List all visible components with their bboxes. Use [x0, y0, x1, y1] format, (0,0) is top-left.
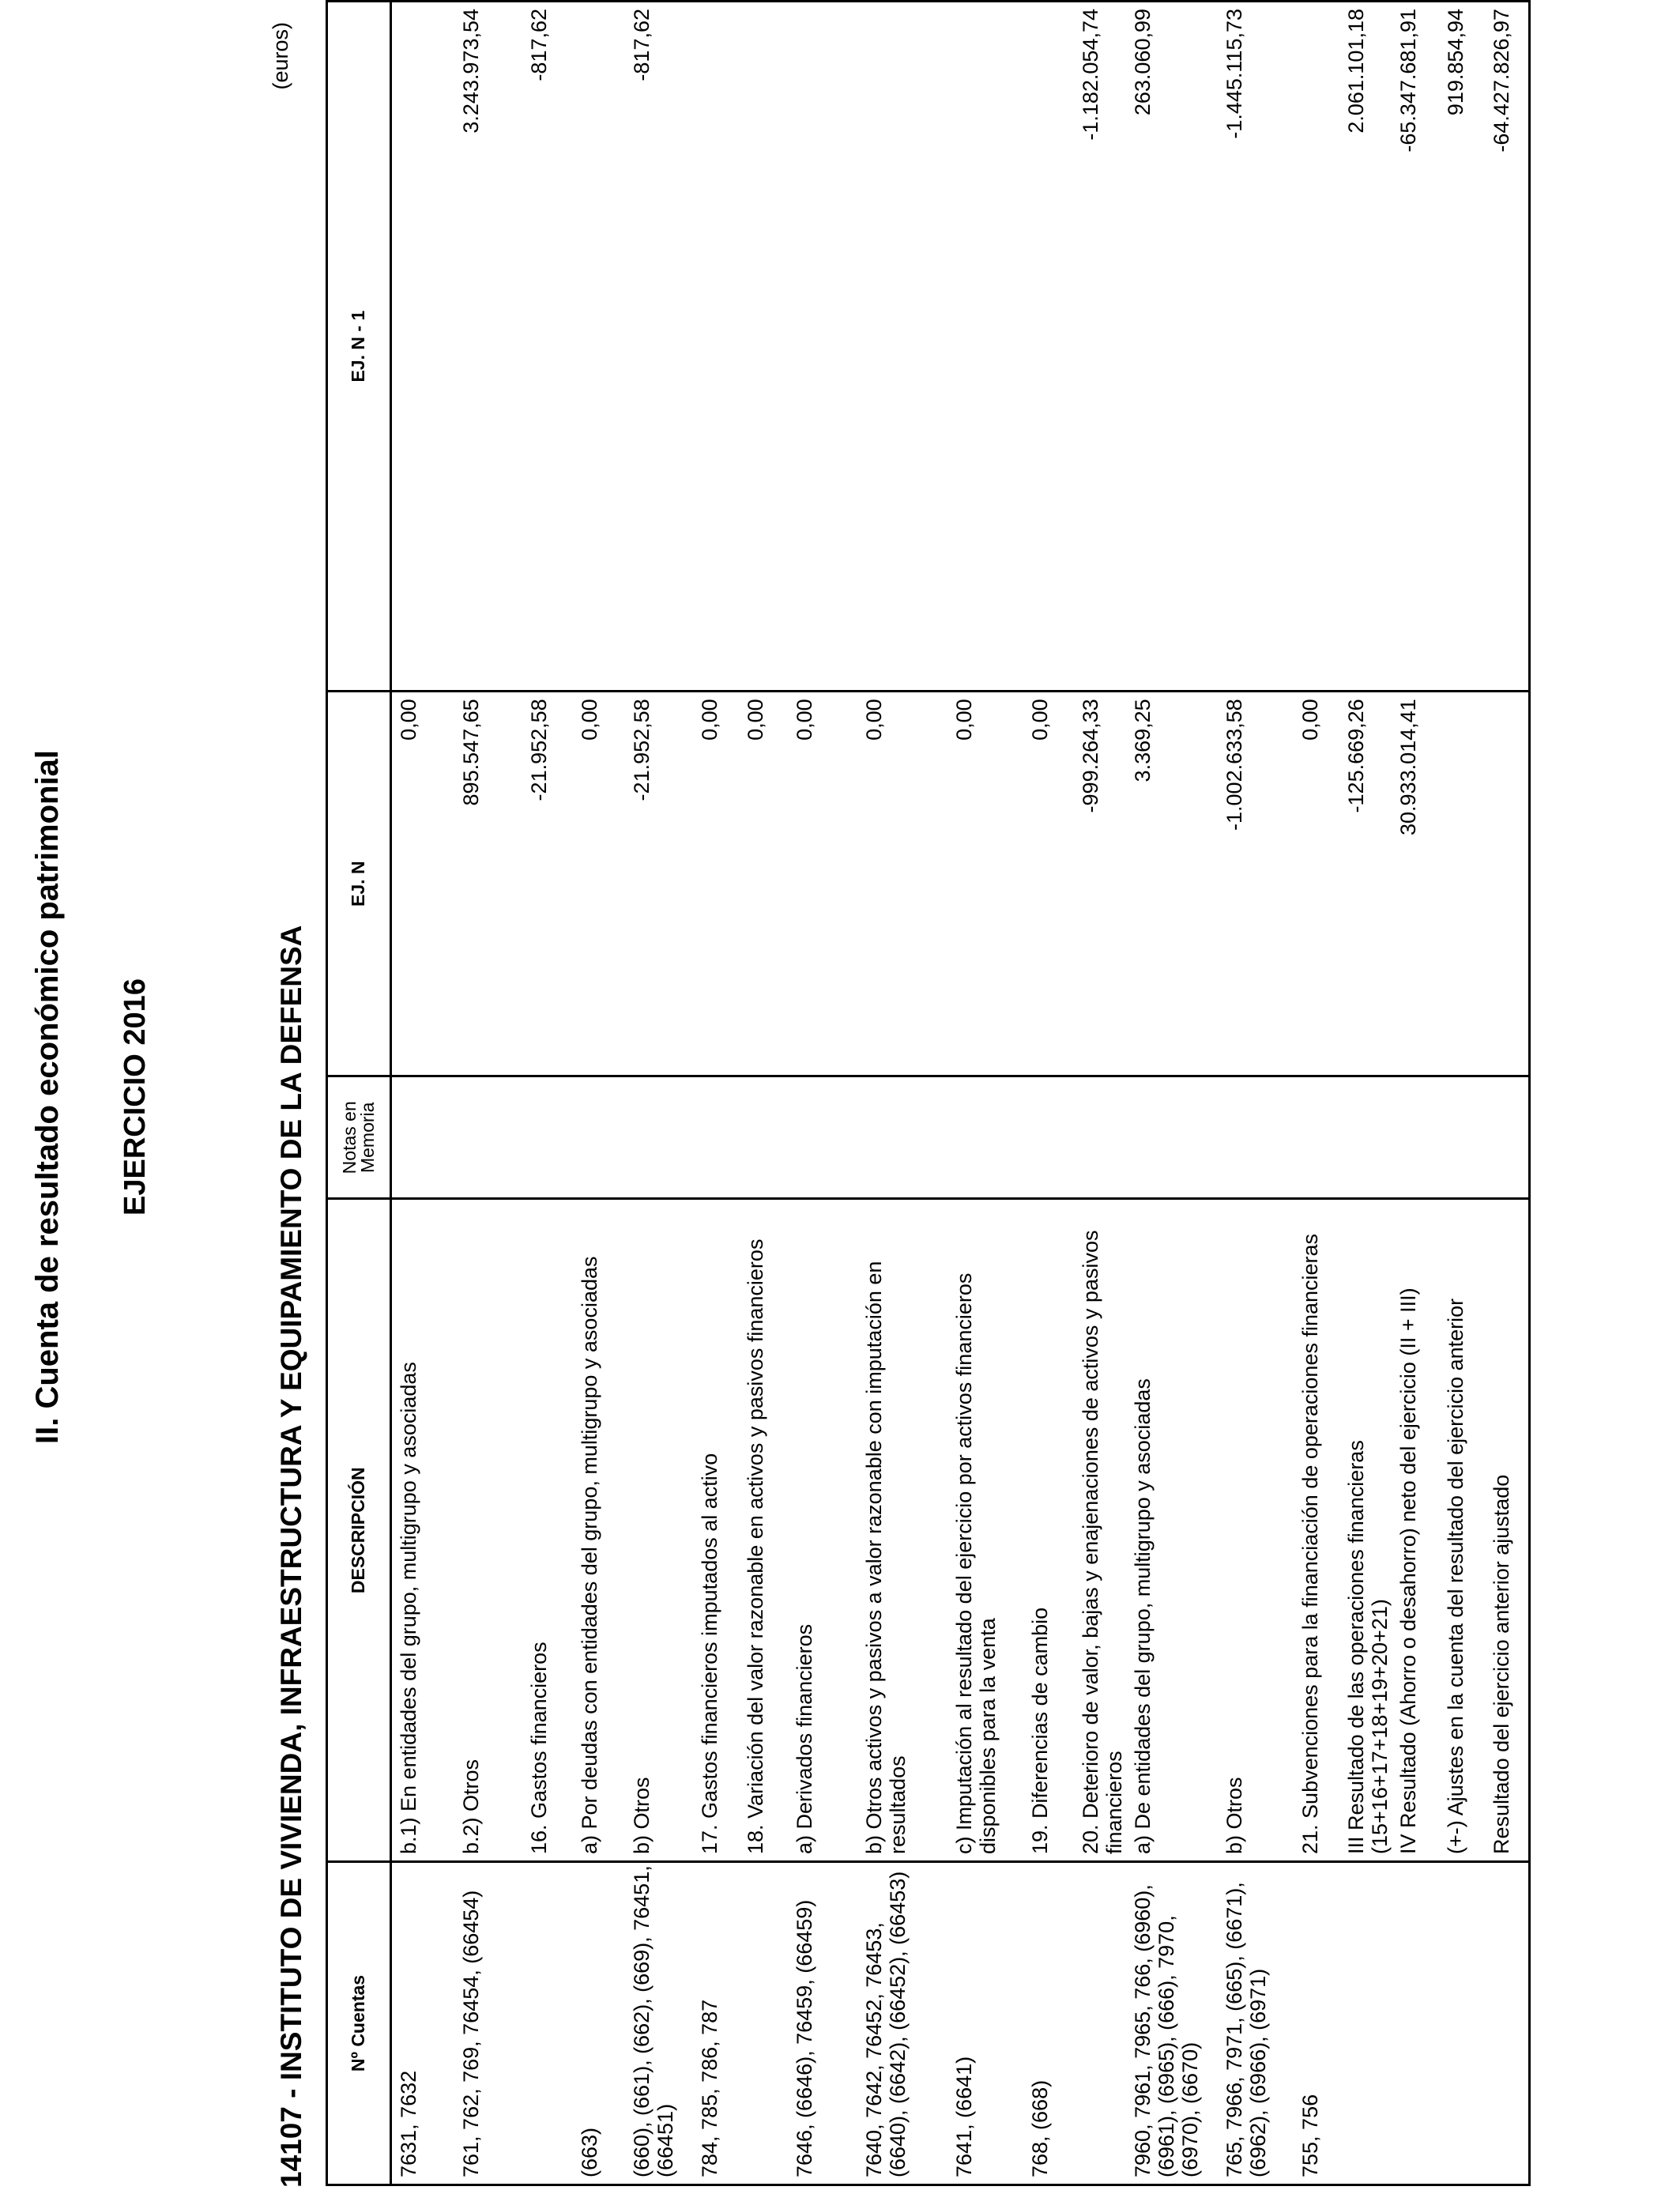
row-notes	[1339, 1076, 1392, 1199]
row-notes	[1392, 1076, 1439, 1199]
row-current-value: -999.264,33	[1074, 692, 1126, 1076]
table-row	[1218, 2, 1294, 2185]
row-current-value: 0,00	[693, 692, 739, 1076]
row-current-value: -21.952,58	[522, 692, 573, 1076]
row-notes	[739, 1076, 788, 1199]
table-row	[693, 2, 739, 2185]
table-row	[454, 2, 522, 2185]
row-current-value	[1439, 692, 1485, 1076]
row-description: b) Otros	[1218, 1199, 1294, 1862]
row-notes	[573, 1076, 625, 1199]
row-accounts	[1485, 1861, 1529, 2185]
table-row	[1126, 2, 1218, 2185]
row-notes	[1439, 1076, 1485, 1199]
row-previous-value	[1294, 2, 1339, 692]
report-title: II. Cuenta de resultado económico patrimonial	[30, 750, 65, 1444]
row-accounts	[1392, 1861, 1439, 2185]
row-previous-value	[739, 2, 788, 692]
row-description: IV Resultado (Ahorro o desahorro) neto del ejercicio (II + III)	[1392, 1199, 1439, 1862]
row-previous-value: 2.061.101,18	[1339, 2, 1392, 692]
row-notes	[1023, 1076, 1074, 1199]
row-previous-value: -817,62	[522, 2, 573, 692]
row-current-value: 3.369,25	[1126, 692, 1218, 1076]
header-accounts: Nº Cuentas	[327, 1861, 391, 2185]
row-notes	[1485, 1076, 1529, 1199]
table-row	[522, 2, 573, 2185]
row-description: a) Derivados financieros	[788, 1199, 857, 1862]
row-previous-value: -1.445.115,73	[1218, 2, 1294, 692]
row-accounts: (660), (661), (662), (669), 76451, (66451)	[625, 1861, 693, 2185]
row-notes	[1126, 1076, 1218, 1199]
row-notes	[788, 1076, 857, 1199]
row-previous-value	[391, 2, 454, 692]
table-row	[788, 2, 857, 2185]
fiscal-year-title: EJERCICIO 2016	[119, 978, 152, 1216]
row-accounts: 7641, (6641)	[947, 1861, 1023, 2185]
entity-name: 14107 - INSTITUTO DE VIVIENDA, INFRAESTRUCTURA Y EQUIPAMIENTO DE LA DEFENSA	[275, 925, 307, 2188]
row-accounts: 755, 756	[1294, 1861, 1339, 2185]
row-current-value: 895.547,65	[454, 692, 522, 1076]
table-row	[947, 2, 1023, 2185]
header-notes: Notas en Memoria	[327, 1076, 391, 1199]
row-previous-value	[947, 2, 1023, 692]
row-previous-value: -65.347.681,91	[1392, 2, 1439, 692]
row-accounts	[522, 1861, 573, 2185]
row-current-value: 0,00	[1294, 692, 1339, 1076]
row-description: 21. Subvenciones para la financiación de operaciones financieras	[1294, 1199, 1339, 1862]
header-current-year: EJ. N	[327, 692, 391, 1076]
table-row	[1074, 2, 1126, 2185]
row-current-value: 0,00	[739, 692, 788, 1076]
row-current-value: 0,00	[1023, 692, 1074, 1076]
row-previous-value: -64.427.826,97	[1485, 2, 1529, 692]
row-current-value: 30.933.014,41	[1392, 692, 1439, 1076]
row-accounts: 7640, 7642, 76452, 76453, (6640), (6642), (66452), (66453)	[857, 1861, 947, 2185]
table-row	[625, 2, 693, 2185]
row-notes	[1074, 1076, 1126, 1199]
row-current-value	[1485, 692, 1529, 1076]
row-description: b.2) Otros	[454, 1199, 522, 1862]
row-description: 18. Variación del valor razonable en activos y pasivos financieros	[739, 1199, 788, 1862]
row-description: b) Otros	[625, 1199, 693, 1862]
row-description: 20. Deterioro de valor, bajas y enajenaciones de activos y pasivos financieros	[1074, 1199, 1126, 1862]
row-previous-value: 263.060,99	[1126, 2, 1218, 692]
row-notes	[1294, 1076, 1339, 1199]
row-description: 19. Diferencias de cambio	[1023, 1199, 1074, 1862]
table-row	[739, 2, 788, 2185]
row-description: b) Otros activos y pasivos a valor razonable con imputación en resultados	[857, 1199, 947, 1862]
table-row	[573, 2, 625, 2185]
row-current-value: -1.002.633,58	[1218, 692, 1294, 1076]
row-description: Resultado del ejercicio anterior ajustado	[1485, 1199, 1529, 1862]
row-previous-value	[693, 2, 739, 692]
table-row	[1294, 2, 1339, 2185]
table-row	[1339, 2, 1392, 2185]
row-previous-value	[1023, 2, 1074, 692]
table-row	[1439, 2, 1485, 2185]
row-notes	[947, 1076, 1023, 1199]
row-previous-value: 3.243.973,54	[454, 2, 522, 692]
row-current-value: -125.669,26	[1339, 692, 1392, 1076]
row-accounts: 784, 785, 786, 787	[693, 1861, 739, 2185]
header-previous-year: EJ. N - 1	[327, 2, 391, 692]
row-description: a) Por deudas con entidades del grupo, multigrupo y asociadas	[573, 1199, 625, 1862]
row-notes	[857, 1076, 947, 1199]
row-description: 16. Gastos financieros	[522, 1199, 573, 1862]
table-row	[1023, 2, 1074, 2185]
row-accounts: 7646, (6646), 76459, (66459)	[788, 1861, 857, 2185]
row-previous-value	[788, 2, 857, 692]
currency-unit: (euros)	[269, 22, 292, 90]
row-previous-value	[573, 2, 625, 692]
row-notes	[454, 1076, 522, 1199]
row-previous-value	[857, 2, 947, 692]
row-description: III Resultado de las operaciones financieras (15+16+17+18+19+20+21)	[1339, 1199, 1392, 1862]
row-notes	[522, 1076, 573, 1199]
table-row	[857, 2, 947, 2185]
row-accounts: 761, 762, 769, 76454, (66454)	[454, 1861, 522, 2185]
row-description: a) De entidades del grupo, multigrupo y asociadas	[1126, 1199, 1218, 1862]
row-accounts	[1074, 1861, 1126, 2185]
row-accounts: 765, 7966, 7971, (665), (6671), (6962), (6966), (6971)	[1218, 1861, 1294, 2185]
income-statement-table	[326, 0, 1531, 2186]
header-description: DESCRIPCIÓN	[327, 1199, 391, 1862]
row-previous-value: -817,62	[625, 2, 693, 692]
row-accounts	[1339, 1861, 1392, 2185]
row-description: 17. Gastos financieros imputados al activo	[693, 1199, 739, 1862]
row-accounts: 7960, 7961, 7965, 766, (6960), (6961), (6965), (666), 7970, (6970), (6670)	[1126, 1861, 1218, 2185]
row-description: b.1) En entidades del grupo, multigrupo y asociadas	[391, 1199, 454, 1862]
row-current-value: -21.952,58	[625, 692, 693, 1076]
row-notes	[693, 1076, 739, 1199]
row-accounts	[739, 1861, 788, 2185]
row-accounts: (663)	[573, 1861, 625, 2185]
row-notes	[1218, 1076, 1294, 1199]
row-current-value: 0,00	[947, 692, 1023, 1076]
row-previous-value: 919.854,94	[1439, 2, 1485, 692]
row-current-value: 0,00	[573, 692, 625, 1076]
row-current-value: 0,00	[857, 692, 947, 1076]
table-row	[1485, 2, 1529, 2185]
table-row	[1392, 2, 1439, 2185]
row-notes	[391, 1076, 454, 1199]
row-notes	[625, 1076, 693, 1199]
table-header-row	[327, 2, 391, 2185]
row-accounts: 7631, 7632	[391, 1861, 454, 2185]
row-previous-value: -1.182.054,74	[1074, 2, 1126, 692]
row-description: c) Imputación al resultado del ejercicio por activos financieros disponibles para la venta	[947, 1199, 1023, 1862]
row-current-value: 0,00	[391, 692, 454, 1076]
row-accounts: 768, (668)	[1023, 1861, 1074, 2185]
row-description: (+-) Ajustes en la cuenta del resultado del ejercicio anterior	[1439, 1199, 1485, 1862]
row-accounts	[1439, 1861, 1485, 2185]
row-current-value: 0,00	[788, 692, 857, 1076]
table-row	[391, 2, 454, 2185]
